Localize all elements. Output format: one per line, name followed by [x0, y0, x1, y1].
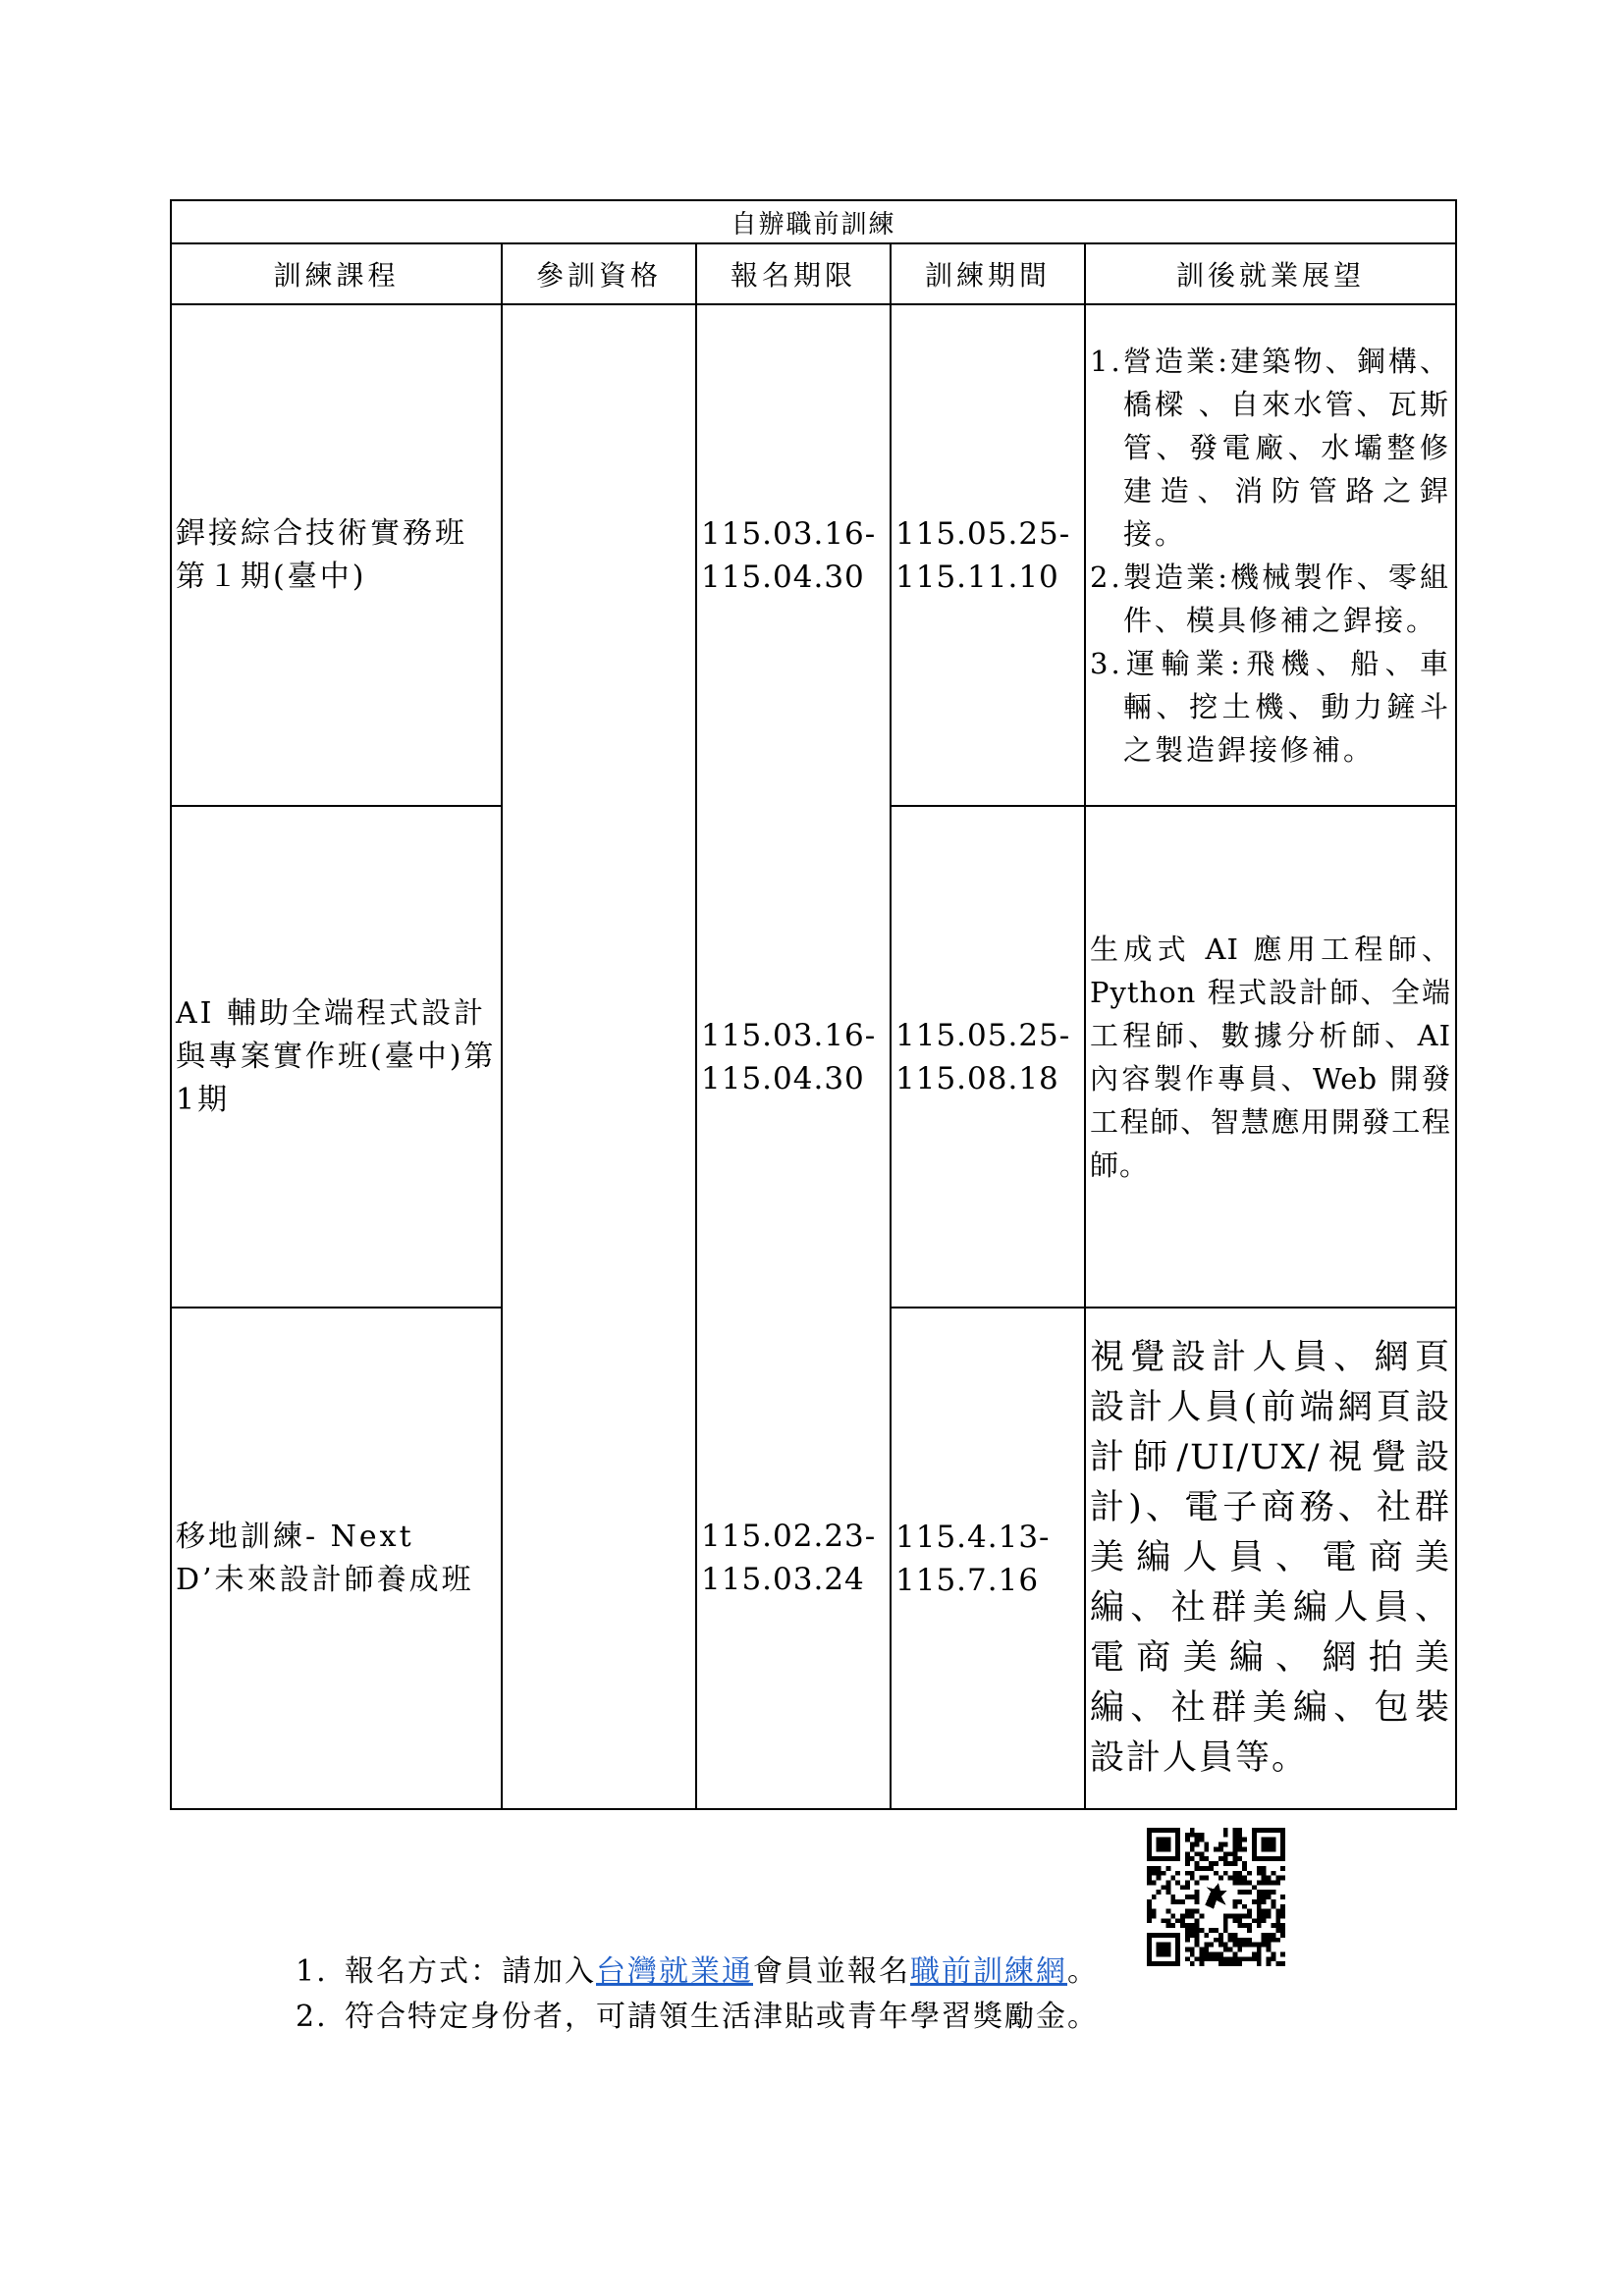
- note-text: 會員並報名: [753, 1954, 910, 1989]
- employment-prospect: 視覺設計人員、網頁設計人員(前端網頁設計師/UI/UX/視覺設計)、電子商務、社群美編人員、電商美編、社群美編人員、電商美編、網拍美編、社群美編、包裝設計人員等。: [1085, 1308, 1456, 1809]
- note-allowance: [296, 1995, 1099, 2040]
- qr-code-icon[interactable]: [1147, 1828, 1285, 1966]
- prospect-item: 3.運輸業:飛機、船、車輛、挖土機、動力鏟斗之製造銲接修補。: [1090, 646, 1452, 767]
- note-text: 。: [1067, 1954, 1099, 1989]
- course-name: 移地訓練- Next D’未來設計師養成班: [171, 1308, 502, 1809]
- header-training: 訓練期間: [891, 243, 1085, 304]
- training-period: 115.05.25-115.08.18: [891, 806, 1085, 1308]
- training-table: [170, 199, 1457, 1810]
- employment-prospect: 生成式 AI 應用工程師、Python 程式設計師、全端工程師、數據分析師、AI 內容製作專員、Web 開發工程師、智慧應用開發工程師。: [1085, 806, 1456, 1308]
- header-course: 訓練課程: [171, 243, 502, 304]
- training-period: 115.4.13-115.7.16: [891, 1308, 1085, 1809]
- training-website-link[interactable]: 職前訓練網: [910, 1954, 1067, 1989]
- prospect-item: 2.製造業:機械製作、零組件、模具修補之銲接。: [1090, 560, 1452, 637]
- taiwan-jobs-link[interactable]: 台灣就業通: [596, 1954, 753, 1989]
- note-text: 符合特定身份者，可請領生活津貼或青年學習獎勵金。: [345, 2000, 1099, 2034]
- prospect-item: 1.營造業:建築物、鋼構、橋樑 、自來水管、瓦斯管、發電廠、水壩整修建造、消防管路之銲接。: [1090, 344, 1452, 551]
- header-registration: 報名期限: [696, 243, 891, 304]
- note-text: 報名方式：請加入: [345, 1954, 596, 1989]
- note-number: 1.: [296, 1954, 328, 1989]
- table-row: [171, 304, 1456, 806]
- course-name: 銲接綜合技術實務班第１期(臺中): [171, 304, 502, 806]
- eligibility-cell: [502, 304, 696, 1809]
- table-row: [171, 806, 1456, 1308]
- note-registration: [296, 1949, 1099, 1995]
- registration-period: 115.02.23-115.03.24: [696, 1308, 891, 1809]
- header-eligibility: 參訓資格: [502, 243, 696, 304]
- course-name: AI 輔助全端程式設計與專案實作班(臺中)第 1期: [171, 806, 502, 1308]
- table-caption: 自辦職前訓練: [171, 200, 1456, 243]
- registration-period: 115.03.16-115.04.30: [696, 304, 891, 806]
- registration-period: 115.03.16-115.04.30: [696, 806, 891, 1308]
- notes: [296, 1949, 1099, 2040]
- employment-prospect: [1085, 304, 1456, 806]
- table-row: [171, 1308, 1456, 1809]
- note-number: 2.: [296, 2000, 328, 2034]
- training-period: 115.05.25-115.11.10: [891, 304, 1085, 806]
- header-prospect: 訓後就業展望: [1085, 243, 1456, 304]
